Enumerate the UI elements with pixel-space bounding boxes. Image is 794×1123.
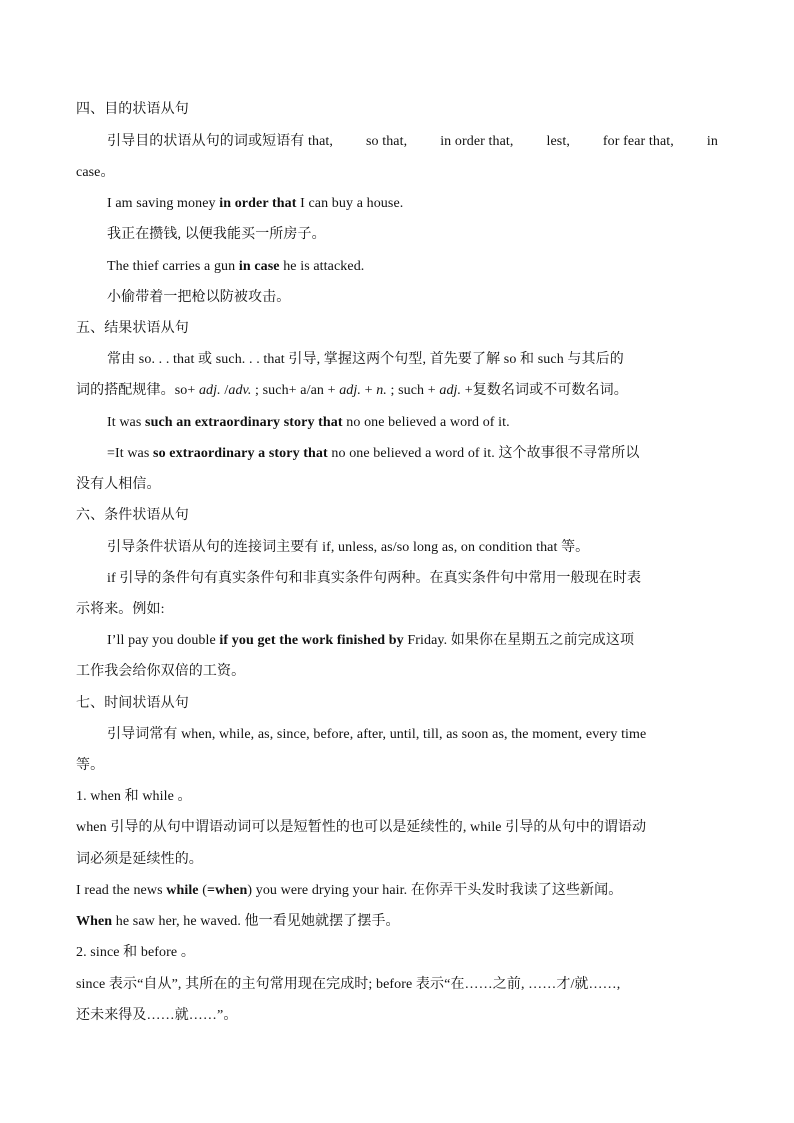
purpose-example-1: I am saving money in order that I can buy a house. [107, 196, 404, 211]
condition-note-line-1: if 引导的条件句有真实条件句和非真实条件句两种。在真实条件句中常用一般现在时表 [107, 571, 642, 586]
purpose-example-2-translation: 小偷带着一把枪以防被攻击。 [107, 290, 291, 305]
condition-note-line-2: 示将来。例如: [76, 602, 165, 617]
time-subsection-1-desc-line-2: 词必须是延续性的。 [76, 852, 203, 867]
time-subsection-1-title: 1. when 和 while 。 [76, 789, 192, 804]
section-heading-result: 五、结果状语从句 [76, 321, 189, 336]
purpose-intro-word: for fear that, [602, 134, 674, 149]
section-heading-time: 七、时间状语从句 [76, 696, 189, 711]
purpose-intro-line [107, 131, 718, 153]
time-subsection-2-desc-line-1: since 表示“自从”, 其所在的主句常用现在完成时; before 表示“在……之前, ……才/就……, [76, 977, 621, 992]
result-example-2-cont: 没有人相信。 [76, 477, 161, 492]
purpose-example-1-translation: 我正在攒钱, 以便我能买一所房子。 [107, 227, 326, 242]
result-example-2: =It was so extraordinary a story that no one believed a word of it. 这个故事很不寻常所以 [107, 446, 640, 461]
result-rule-line-2: 词的搭配规律。so+ adj. /adv. ; such+ a/an + adj. + n. ; such + adj. +复数名词或不可数名词。 [76, 383, 628, 398]
result-rule-line-1: 常由 so. . . that 或 such. . . that 引导, 掌握这两个句型, 首先要了解 so 和 such 与其后的 [107, 352, 624, 367]
purpose-intro-word: in [706, 134, 718, 149]
purpose-intro-word: in order that, [440, 134, 514, 149]
condition-example: I’ll pay you double if you get the work finished by Friday. 如果你在星期五之前完成这项 [107, 633, 635, 648]
time-intro-line-2: 等。 [76, 758, 105, 773]
section-heading-purpose: 四、目的状语从句 [76, 102, 189, 117]
time-subsection-2-desc-line-2: 还未来得及……就……”。 [76, 1008, 238, 1023]
purpose-example-2: The thief carries a gun in case he is attacked. [107, 259, 365, 274]
condition-intro: 引导条件状语从句的连接词主要有 if, unless, as/so long as, on condition that 等。 [107, 540, 590, 555]
purpose-intro-word: so that, [365, 134, 408, 149]
condition-example-cont: 工作我会给你双倍的工资。 [76, 664, 246, 679]
time-subsection-2-title: 2. since 和 before 。 [76, 945, 195, 960]
purpose-intro-end: case。 [76, 165, 115, 180]
time-subsection-1-desc-line-1: when 引导的从句中谓语动词可以是短暂性的也可以是延续性的, while 引导的从句中的谓语动 [76, 820, 647, 835]
time-subsection-1-example-2: When he saw her, he waved. 他一看见她就摆了摆手。 [76, 914, 400, 929]
purpose-intro-word: lest, [546, 134, 570, 149]
time-intro-line-1: 引导词常有 when, while, as, since, before, after, until, till, as soon as, the moment, every time [107, 727, 647, 742]
time-subsection-1-example-1: I read the news while (=when) you were drying your hair. 在你弄干头发时我读了这些新闻。 [76, 883, 623, 898]
result-example-1: It was such an extraordinary story that no one believed a word of it. [107, 415, 510, 430]
purpose-intro-word: 引导目的状语从句的词或短语有 that, [107, 134, 333, 149]
section-heading-condition: 六、条件状语从句 [76, 508, 189, 523]
